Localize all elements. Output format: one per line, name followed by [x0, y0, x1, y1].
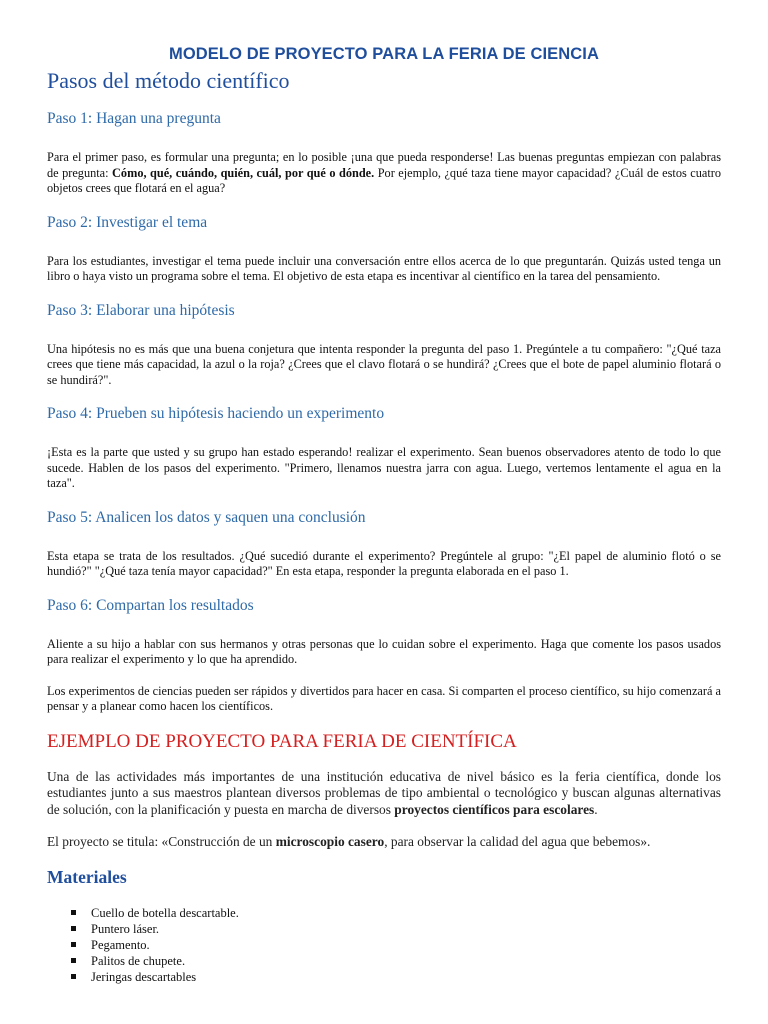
step-2-heading: Paso 2: Investigar el tema — [47, 213, 208, 231]
list-item — [71, 969, 721, 985]
document-title: MODELO DE PROYECTO PARA LA FERIA DE CIENCIA — [169, 45, 599, 63]
material-item-text: Cuello de botella descartable. — [91, 905, 239, 920]
bullet-icon — [71, 910, 76, 915]
bullet-icon — [71, 974, 76, 979]
step-6-closing: Los experimentos de ciencias pueden ser rápidos y divertidos para hacer en casa. Si comparten el proceso científico, su hijo comenzará a pensar y a planear como hacen los científicos. — [47, 683, 721, 713]
list-item — [71, 921, 721, 937]
step-3-heading: Paso 3: Elaborar una hipótesis — [47, 301, 235, 319]
step-4-heading: Paso 4: Prueben su hipótesis haciendo un experimento — [47, 405, 385, 422]
step-6-body: Aliente a su hijo a hablar con sus hermanos y otras personas que lo cuidan sobre el experimento. Haga que comente los pasos usados para realizar el experimento y lo que ha aprendido. — [47, 636, 721, 666]
bullet-icon — [71, 926, 76, 931]
step-1-body — [47, 150, 721, 197]
step-5-body: Esta etapa se trata de los resultados. ¿Qué sucedió durante el experimento? Pregúntele al grupo: "¿El papel de aluminio flotó o se hundió?" "¿Qué taza tenía mayor capacidad?" En esta etapa, responder la pregunta elaborada en el paso 1. — [47, 548, 721, 578]
section-title: Pasos del método científico — [47, 68, 290, 93]
step-1-heading: Paso 1: Hagan una pregunta — [47, 110, 221, 127]
project-title-bold: microscopio casero — [275, 834, 385, 849]
step-1-body-text-a: Para el primer paso, es formular una pregunta; en lo posible ¡una que pueda responderse! Las buenas preguntas empiezan con palabras de pregunta: — [47, 150, 721, 180]
material-item-text: Jeringas descartables — [91, 969, 197, 984]
step-1-body-text-b: Por ejemplo, ¿qué taza tiene mayor capacidad? ¿Cuál de estos cuatro objetos crees que flotará en el agua? — [47, 165, 721, 195]
example-intro-text-b: . — [594, 801, 598, 817]
example-heading: EJEMPLO DE PROYECTO PARA FERIA DE CIENTÍFICA — [47, 730, 517, 752]
materials-list — [47, 905, 721, 985]
example-intro-text-a: Una de las actividades más importantes de una institución educativa de nivel básico es la feria científica, donde los estudiantes junto a sus maestros plantean diversos problemas de tipo ambiental o tecnológico y buscan algunas alternativas de solución, con la planificación y puesta en marcha de diversos — [47, 768, 721, 817]
bullet-icon — [71, 942, 76, 947]
bullet-icon — [71, 958, 76, 963]
project-title-text-b: , para observar la calidad del agua que bebemos». — [384, 834, 651, 849]
step-6-heading: Paso 6: Compartan los resultados — [47, 596, 254, 614]
project-title-line — [47, 834, 721, 851]
step-2-body: Para los estudiantes, investigar el tema puede incluir una conversación entre ellos acerca de lo que preguntarán. Quizás usted tenga un libro o haya visto un programa sobre el tema. El objetivo de esta etapa es incentivar al científico en la tarea del pensamiento. — [47, 253, 721, 283]
material-item-text: Pegamento. — [91, 937, 150, 952]
step-3-body: Una hipótesis no es más que una buena conjetura que intenta responder la pregunta del paso 1. Pregúntele a tu compañero: "¿Qué taza crees que tiene más capacidad, la azul o la roja? ¿Crees que el clavo flotará o se hundirá? ¿Crees que el bote de papel aluminio flotará o se hundirá?". — [47, 341, 721, 387]
example-intro — [47, 769, 721, 819]
step-4-body: ¡Esta es la parte que usted y su grupo han estado esperando! realizar el experimento. Sean buenos observadores atento de todo lo que sucede. Hablen de los pasos del experimento. "Primero, llenamos nuestra jarra con agua. Luego, vertemos lentamente el agua en la taza". — [47, 445, 721, 490]
material-item-text: Puntero láser. — [91, 921, 160, 936]
list-item — [71, 905, 721, 921]
project-title-text-a: El proyecto se titula: «Construcción de un — [47, 834, 276, 849]
material-item-text: Palitos de chupete. — [91, 953, 186, 968]
example-intro-bold: proyectos científicos para escolares — [394, 801, 595, 817]
step-1-body-bold: Cómo, qué, cuándo, quién, cuál, por qué o dónde. — [112, 165, 375, 180]
list-item — [71, 953, 721, 969]
materials-heading: Materiales — [47, 866, 127, 887]
list-item — [71, 937, 721, 953]
step-5-heading: Paso 5: Analicen los datos y saquen una conclusión — [47, 508, 366, 526]
